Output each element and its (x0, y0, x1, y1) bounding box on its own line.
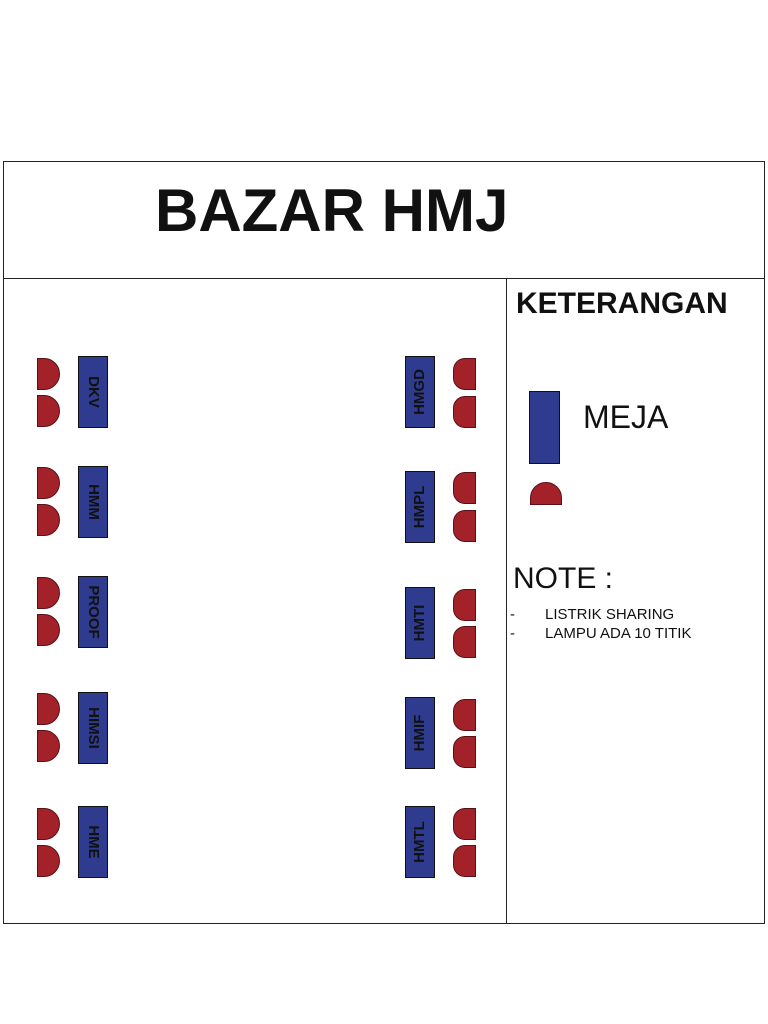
table-hme (78, 806, 108, 878)
table-label: DKV (85, 376, 102, 408)
table-label: HMM (85, 484, 102, 520)
table-label: HMIF (411, 714, 428, 752)
legend-table-label: MEJA (583, 399, 669, 435)
table-label: HME (85, 825, 102, 859)
table-label: HIMSI (85, 707, 102, 749)
note-item: LISTRIK SHARING (545, 606, 675, 623)
chair (453, 845, 476, 877)
legend-table-swatch (529, 391, 560, 464)
chair (453, 736, 476, 768)
table-hmif (405, 697, 435, 769)
table-hmti (405, 587, 435, 659)
chair (453, 396, 476, 428)
table-hmtl (405, 806, 435, 878)
chair (453, 358, 476, 390)
table-label: HMPL (411, 485, 428, 529)
header-divider (3, 278, 765, 279)
chair (453, 699, 476, 731)
note-heading: NOTE : (513, 562, 614, 595)
chair (453, 589, 476, 621)
table-label: HMGD (411, 369, 428, 415)
chair (453, 510, 476, 542)
table-proof (78, 576, 108, 648)
legend-divider (506, 279, 507, 924)
table-hmm (78, 466, 108, 538)
note-bullet: - (510, 625, 515, 642)
chair (453, 626, 476, 658)
table-label: PROOF (85, 585, 102, 639)
chair (453, 472, 476, 504)
table-hmpl (405, 471, 435, 543)
floor-plan-frame (3, 161, 765, 924)
table-label: HMTI (411, 604, 428, 642)
page-title: BAZAR HMJ (155, 177, 509, 244)
note-bullet: - (510, 606, 515, 623)
table-himsi (78, 692, 108, 764)
chair (453, 808, 476, 840)
table-label: HMTL (411, 821, 428, 863)
table-hmgd (405, 356, 435, 428)
legend-heading: KETERANGAN (516, 287, 728, 320)
table-dkv (78, 356, 108, 428)
note-item: LAMPU ADA 10 TITIK (545, 625, 692, 642)
